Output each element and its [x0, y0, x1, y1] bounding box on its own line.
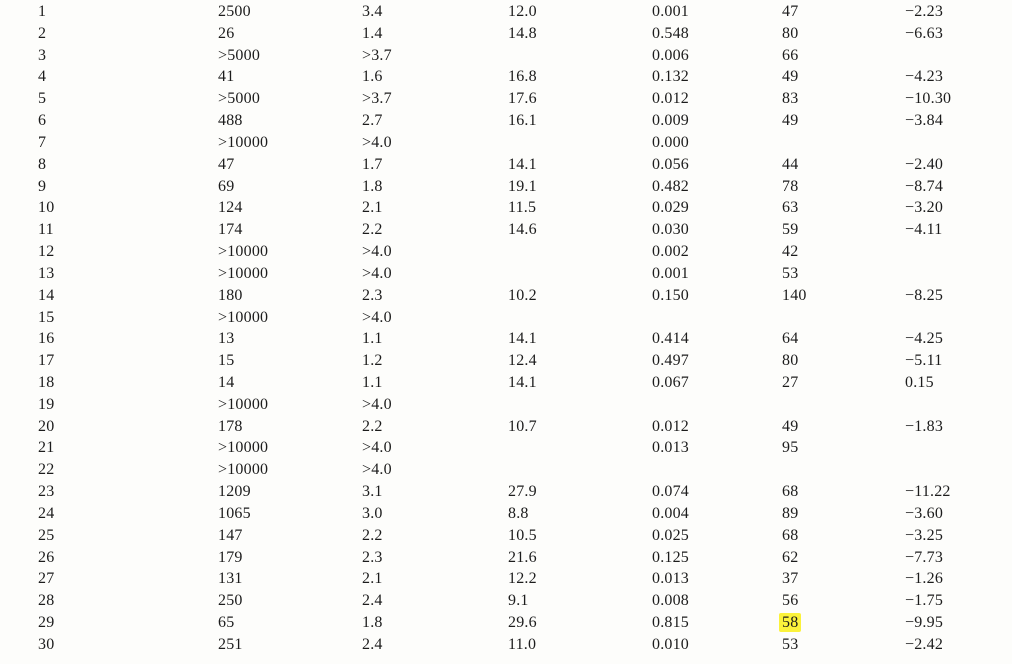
table-cell: −2.42 — [905, 635, 944, 653]
table-cell: 68 — [782, 526, 799, 544]
row-number-cell: 30 — [38, 635, 55, 653]
table-cell: 0.074 — [652, 483, 689, 501]
table-cell: >5000 — [218, 46, 261, 64]
table-cell: >4.0 — [362, 461, 392, 479]
table-cell: −8.74 — [905, 177, 944, 195]
table-cell: 14.1 — [508, 330, 537, 348]
table-cell: 14.6 — [508, 221, 537, 239]
row-number-cell: 26 — [38, 548, 55, 566]
table-cell: 89 — [782, 504, 799, 522]
table-cell: 53 — [782, 635, 799, 653]
table-cell: 69 — [218, 177, 235, 195]
table-cell: 1.4 — [362, 24, 383, 42]
table-cell: 2.2 — [362, 417, 383, 435]
table-cell: 14.1 — [508, 373, 537, 391]
table-cell: 62 — [782, 548, 799, 566]
table-cell: >5000 — [218, 90, 261, 108]
table-cell: 2.4 — [362, 635, 383, 653]
table-cell: 2.2 — [362, 221, 383, 239]
table-cell: 2.3 — [362, 286, 383, 304]
table-cell: >3.7 — [362, 90, 392, 108]
table-cell: 16.1 — [508, 112, 537, 130]
table-cell: >10000 — [218, 308, 269, 326]
table-cell: 0.012 — [652, 417, 689, 435]
table-row — [0, 241, 1012, 263]
table-cell: 14 — [218, 373, 235, 391]
table-cell: 41 — [218, 68, 235, 86]
row-number-cell: 6 — [38, 112, 47, 130]
table-cell: 47 — [218, 155, 235, 173]
table-row — [0, 176, 1012, 198]
table-cell: 78 — [782, 177, 799, 195]
table-cell: −10.30 — [905, 90, 952, 108]
table-cell: 95 — [782, 439, 799, 457]
table-cell: 8.8 — [508, 504, 529, 522]
table-row — [0, 394, 1012, 416]
table-cell: 131 — [218, 570, 243, 588]
table-cell: 12.2 — [508, 570, 537, 588]
table-cell: 2500 — [218, 2, 251, 20]
table-row — [0, 612, 1012, 634]
table-cell: 49 — [782, 417, 799, 435]
table-cell: 29.6 — [508, 614, 537, 632]
table-row — [0, 110, 1012, 132]
table-row — [0, 459, 1012, 481]
table-cell: 27 — [782, 373, 799, 391]
table-cell: 251 — [218, 635, 243, 653]
table-cell: 9.1 — [508, 592, 529, 610]
table-cell: −3.20 — [905, 199, 944, 217]
table-cell: 0.009 — [652, 112, 689, 130]
table-cell: 174 — [218, 221, 243, 239]
table-cell: −9.95 — [905, 614, 944, 632]
table-cell — [782, 614, 905, 632]
table-cell: 13 — [218, 330, 235, 348]
table-cell: 0.482 — [652, 177, 689, 195]
table-row — [0, 372, 1012, 394]
table-cell: 66 — [782, 46, 799, 64]
table-row — [0, 481, 1012, 503]
table-row — [0, 219, 1012, 241]
table-cell: 0.025 — [652, 526, 689, 544]
table-cell: 1.6 — [362, 68, 383, 86]
table-cell: 1.7 — [362, 155, 383, 173]
table-cell: 44 — [782, 155, 799, 173]
table-cell: 0.008 — [652, 592, 689, 610]
table-cell: >4.0 — [362, 395, 392, 413]
table-cell: 56 — [782, 592, 799, 610]
table-cell: −3.84 — [905, 112, 944, 130]
table-cell: 12.0 — [508, 2, 537, 20]
row-number-cell: 19 — [38, 395, 55, 413]
table-cell: 68 — [782, 483, 799, 501]
table-row — [0, 66, 1012, 88]
row-number-cell: 7 — [38, 133, 47, 151]
table-cell: 0.132 — [652, 68, 689, 86]
table-cell: 53 — [782, 264, 799, 282]
table-cell: −2.23 — [905, 2, 944, 20]
table-row — [0, 263, 1012, 285]
table-cell: 1209 — [218, 483, 251, 501]
table-cell: 10.7 — [508, 417, 537, 435]
table-cell: 2.3 — [362, 548, 383, 566]
table-cell: 488 — [218, 112, 243, 130]
table-cell: 1.8 — [362, 177, 383, 195]
table-row — [0, 1, 1012, 23]
row-number-cell: 20 — [38, 417, 55, 435]
table-cell: 180 — [218, 286, 243, 304]
table-cell: 3.0 — [362, 504, 383, 522]
row-number-cell: 27 — [38, 570, 55, 588]
table-row — [0, 634, 1012, 656]
table-cell: >10000 — [218, 461, 269, 479]
row-number-cell: 3 — [38, 46, 47, 64]
table-cell: 12.4 — [508, 352, 537, 370]
table-row — [0, 154, 1012, 176]
row-number-cell: 4 — [38, 68, 47, 86]
table-cell: 0.000 — [652, 133, 689, 151]
table-cell: −3.25 — [905, 526, 944, 544]
table-cell: >10000 — [218, 439, 269, 457]
table-cell: 0.414 — [652, 330, 689, 348]
table-cell: −1.83 — [905, 417, 944, 435]
table-cell: >10000 — [218, 395, 269, 413]
table-cell: 250 — [218, 592, 243, 610]
table-row — [0, 307, 1012, 329]
table-row — [0, 88, 1012, 110]
table-cell: 80 — [782, 352, 799, 370]
table-row — [0, 569, 1012, 591]
table-cell: 0.012 — [652, 90, 689, 108]
row-number-cell: 12 — [38, 243, 55, 261]
table-cell: 65 — [218, 614, 235, 632]
table-cell: 49 — [782, 68, 799, 86]
table-cell: 1.8 — [362, 614, 383, 632]
table-cell: 0.001 — [652, 264, 689, 282]
row-number-cell: 1 — [38, 2, 47, 20]
table-cell: 10.2 — [508, 286, 537, 304]
table-cell: 63 — [782, 199, 799, 217]
row-number-cell: 24 — [38, 504, 55, 522]
search-highlight: 58 — [779, 613, 801, 632]
row-number-cell: 13 — [38, 264, 55, 282]
table-row — [0, 438, 1012, 460]
table-cell: 0.15 — [905, 373, 934, 391]
table-cell: −4.25 — [905, 330, 944, 348]
table-cell: 0.030 — [652, 221, 689, 239]
table-cell: >4.0 — [362, 264, 392, 282]
table-cell: 0.125 — [652, 548, 689, 566]
table-cell: 11.5 — [508, 199, 537, 217]
table-cell: 1.1 — [362, 330, 383, 348]
table-cell: 10.5 — [508, 526, 537, 544]
table-row — [0, 350, 1012, 372]
table-cell: 124 — [218, 199, 243, 217]
row-number-cell: 21 — [38, 439, 55, 457]
table-cell: 0.029 — [652, 199, 689, 217]
table-cell: 3.1 — [362, 483, 383, 501]
table-cell: 179 — [218, 548, 243, 566]
table-cell: 0.548 — [652, 24, 689, 42]
table-cell: 11.0 — [508, 635, 537, 653]
table-cell: 0.150 — [652, 286, 689, 304]
table-cell: 80 — [782, 24, 799, 42]
table-cell: −7.73 — [905, 548, 944, 566]
table-row — [0, 197, 1012, 219]
table-cell: 0.004 — [652, 504, 689, 522]
table-cell: 47 — [782, 2, 799, 20]
table-cell: −3.60 — [905, 504, 944, 522]
table-row — [0, 547, 1012, 569]
table-row — [0, 328, 1012, 350]
table-cell: 15 — [218, 352, 235, 370]
row-number-cell: 28 — [38, 592, 55, 610]
table-cell: 1.1 — [362, 373, 383, 391]
table-cell: −4.23 — [905, 68, 944, 86]
table-cell: 14.8 — [508, 24, 537, 42]
table-cell: 0.002 — [652, 243, 689, 261]
table-cell: 27.9 — [508, 483, 537, 501]
table-row — [0, 285, 1012, 307]
row-number-cell: 22 — [38, 461, 55, 479]
table-cell: 2.4 — [362, 592, 383, 610]
table-row — [0, 525, 1012, 547]
table-cell: >10000 — [218, 243, 269, 261]
table-row — [0, 503, 1012, 525]
table-cell: 83 — [782, 90, 799, 108]
table-cell: 0.497 — [652, 352, 689, 370]
table-cell: 1065 — [218, 504, 251, 522]
row-number-cell: 11 — [38, 221, 54, 239]
table-cell: −11.22 — [905, 483, 951, 501]
table-cell: 64 — [782, 330, 799, 348]
table-cell: 0.056 — [652, 155, 689, 173]
table-cell: 140 — [782, 286, 807, 304]
table-cell: 0.013 — [652, 570, 689, 588]
table-cell: >3.7 — [362, 46, 392, 64]
table-cell: 14.1 — [508, 155, 537, 173]
table-row — [0, 590, 1012, 612]
row-number-cell: 25 — [38, 526, 55, 544]
table-cell: 49 — [782, 112, 799, 130]
table-cell: 0.013 — [652, 439, 689, 457]
table-cell: >4.0 — [362, 133, 392, 151]
table-row — [0, 45, 1012, 67]
table-cell: 178 — [218, 417, 243, 435]
table-cell: 19.1 — [508, 177, 537, 195]
table-row — [0, 132, 1012, 154]
table-cell: >10000 — [218, 264, 269, 282]
table-cell: −5.11 — [905, 352, 943, 370]
table-cell: −8.25 — [905, 286, 944, 304]
table-cell: 0.006 — [652, 46, 689, 64]
table-cell: >4.0 — [362, 243, 392, 261]
row-number-cell: 17 — [38, 352, 55, 370]
row-number-cell: 2 — [38, 24, 47, 42]
row-number-cell: 10 — [38, 199, 55, 217]
table-cell: −1.26 — [905, 570, 944, 588]
table-cell: 16.8 — [508, 68, 537, 86]
table-cell: −2.40 — [905, 155, 944, 173]
table-cell: >10000 — [218, 133, 269, 151]
table-cell: 21.6 — [508, 548, 537, 566]
row-number-cell: 23 — [38, 483, 55, 501]
table-cell: 2.2 — [362, 526, 383, 544]
table-cell: 0.067 — [652, 373, 689, 391]
table-cell: 17.6 — [508, 90, 537, 108]
row-number-cell: 9 — [38, 177, 47, 195]
table-cell: 0.815 — [652, 614, 689, 632]
table-cell: 26 — [218, 24, 235, 42]
table-cell: 3.4 — [362, 2, 383, 20]
table-cell: 37 — [782, 570, 799, 588]
table-row — [0, 416, 1012, 438]
table-cell: >4.0 — [362, 308, 392, 326]
table-cell: 1.2 — [362, 352, 383, 370]
table-cell: >4.0 — [362, 439, 392, 457]
table-cell: 42 — [782, 243, 799, 261]
row-number-cell: 8 — [38, 155, 47, 173]
table-cell: 59 — [782, 221, 799, 239]
table-cell: −1.75 — [905, 592, 944, 610]
table-cell: 147 — [218, 526, 243, 544]
row-number-cell: 5 — [38, 90, 47, 108]
table-cell: −6.63 — [905, 24, 944, 42]
row-number-cell: 15 — [38, 308, 55, 326]
table-cell: 2.7 — [362, 112, 383, 130]
row-number-cell: 16 — [38, 330, 55, 348]
table-cell: 2.1 — [362, 199, 383, 217]
table-cell: 2.1 — [362, 570, 383, 588]
row-number-cell: 14 — [38, 286, 55, 304]
table-cell: 0.001 — [652, 2, 689, 20]
row-number-cell: 18 — [38, 373, 55, 391]
table-cell: 0.010 — [652, 635, 689, 653]
table-row — [0, 23, 1012, 45]
table-cell: −4.11 — [905, 221, 943, 239]
row-number-cell: 29 — [38, 614, 55, 632]
